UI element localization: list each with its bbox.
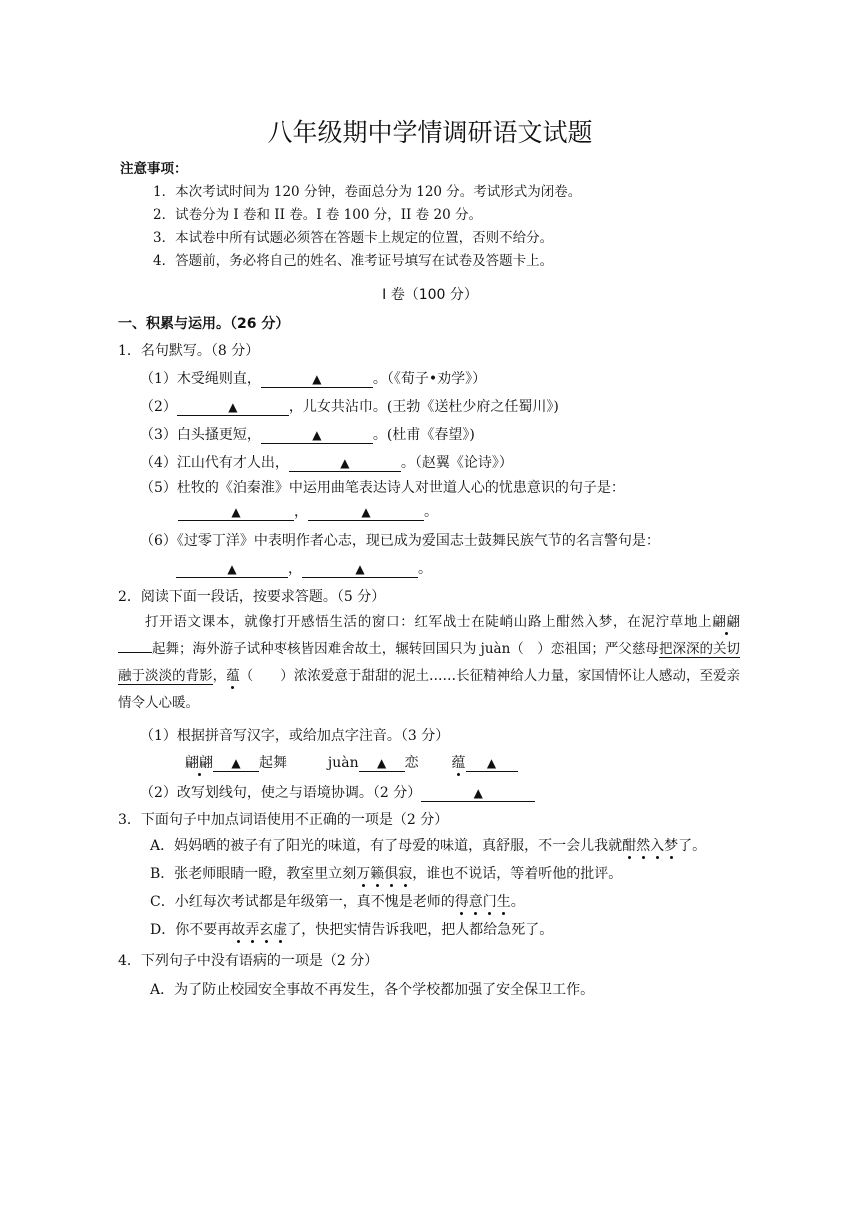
dotted-char: 故 bbox=[231, 922, 246, 938]
notice-item: 2．试卷分为 I 卷和 II 卷。I 卷 100 分，II 卷 20 分。 bbox=[153, 207, 482, 223]
option-text: ，谁也不说话，等着听他的批评。 bbox=[412, 866, 623, 882]
q1-item-1-suffix: 。（《荀子•劝学》） bbox=[372, 371, 487, 387]
passage-text: ， bbox=[212, 668, 227, 684]
dotted-char: 意 bbox=[468, 894, 483, 910]
period: 。 bbox=[418, 561, 432, 577]
passage-text: 打开语文课本，就像打开感悟生活的窗口：红军战士在陡峭山路上酣然入梦，在泥泞草地上 bbox=[145, 614, 713, 630]
dotted-phrase bbox=[622, 838, 678, 854]
triangle-marker-icon: ▲ bbox=[312, 428, 322, 442]
dotted-char: 弄 bbox=[245, 922, 260, 938]
dotted-char: 然 bbox=[636, 838, 651, 854]
q1-item-1-prefix: （1）木受绳则直， bbox=[140, 371, 261, 387]
exam-title: 八年级期中学情调研语文试题 bbox=[267, 118, 593, 147]
q3-option-a[interactable] bbox=[150, 837, 706, 855]
answer-blank[interactable] bbox=[177, 399, 289, 416]
dotted-char: 俱 bbox=[384, 866, 399, 882]
option-text: C．小红每次考试都是年级第一，真不愧是老师的 bbox=[150, 894, 455, 910]
q1-item-2 bbox=[140, 398, 559, 416]
answer-blank[interactable] bbox=[261, 371, 373, 388]
notice-item: 4．答题前，务必将自己的姓名、准考证号填写在试卷及答题卡上。 bbox=[153, 253, 554, 269]
triangle-marker-icon: ▲ bbox=[227, 562, 237, 576]
dotted-phrase bbox=[455, 894, 511, 910]
passage-text: 起舞；海外游子试种枣核皆因难舍故土，辗转回国只为 juàn（ ）恋祖国；严父慈母 bbox=[152, 641, 659, 657]
answer-blank[interactable] bbox=[261, 427, 373, 444]
dotted-char: 酣 bbox=[622, 838, 637, 854]
answer-blank[interactable] bbox=[359, 755, 405, 772]
dotted-char: 虚 bbox=[273, 922, 288, 938]
q1-item-3-suffix: 。(杜甫《春望》) bbox=[372, 427, 475, 443]
option-text: A．妈妈晒的被子有了阳光的味道，有了母爱的味道，真舒服，不一会儿我就 bbox=[150, 838, 623, 854]
dotted-text: 翩翩 bbox=[185, 755, 213, 771]
question-4-stem: 4．下列句子中没有语病的一项是（2 分） bbox=[118, 953, 379, 969]
q1-item-1 bbox=[140, 370, 486, 388]
notice-item: 1．本次考试时间为 120 分钟，卷面总分为 120 分。考试形式为闭卷。 bbox=[153, 184, 582, 200]
dotted-word-huihui bbox=[712, 614, 740, 630]
option-text: 了，快把实情告诉我吧，把人都给急死了。 bbox=[287, 922, 554, 938]
q1-item-3 bbox=[140, 426, 475, 444]
q1-item-5-answer bbox=[178, 503, 438, 521]
option-text: B．张老师眼睛一瞪，教室里立刻 bbox=[150, 866, 357, 882]
q2-passage bbox=[118, 609, 740, 717]
dotted-char: 玄 bbox=[259, 922, 274, 938]
q1-item-2-prefix: （2） bbox=[140, 399, 177, 415]
section-title: I 卷（100 分） bbox=[382, 287, 478, 303]
dotted-text: 翩翩 bbox=[712, 614, 741, 630]
q1-item-6: （6）《过零丁洋》中表明作者心志，现已成为爱国志士鼓舞民族气节的名言警句是： bbox=[140, 533, 660, 549]
answer-blank[interactable] bbox=[176, 561, 288, 578]
triangle-marker-icon: ▲ bbox=[231, 505, 241, 519]
answer-blank[interactable] bbox=[213, 755, 259, 772]
dotted-char: 梦 bbox=[664, 838, 679, 854]
dotted-char: 入 bbox=[650, 838, 665, 854]
triangle-marker-icon: ▲ bbox=[228, 400, 238, 414]
q1-item-3-prefix: （3）白头搔更短， bbox=[140, 427, 261, 443]
q2-sub-1-answers bbox=[185, 754, 518, 772]
triangle-marker-icon: ▲ bbox=[377, 756, 387, 770]
dotted-word: 蕴 bbox=[451, 755, 466, 771]
q1-item-6-answer bbox=[176, 560, 432, 578]
option-text: 。 bbox=[510, 894, 525, 910]
q3-option-b[interactable] bbox=[150, 865, 622, 883]
word-suffix: 恋 bbox=[404, 755, 419, 771]
answer-blank[interactable] bbox=[421, 785, 535, 802]
notice-item: 3．本试卷中所有试题必须答在答题卡上规定的位置，否则不给分。 bbox=[153, 230, 554, 246]
dotted-char: 生 bbox=[496, 894, 511, 910]
comma: ， bbox=[294, 504, 308, 520]
answer-blank[interactable] bbox=[178, 504, 294, 521]
triangle-marker-icon: ▲ bbox=[312, 372, 322, 386]
answer-blank[interactable] bbox=[308, 504, 424, 521]
dotted-char: 籁 bbox=[370, 866, 385, 882]
period: 。 bbox=[424, 504, 438, 520]
dotted-word bbox=[185, 755, 213, 771]
dotted-char: 得 bbox=[454, 894, 469, 910]
dotted-char: 寂 bbox=[398, 866, 413, 882]
dotted-phrase bbox=[231, 922, 287, 938]
part-heading: 一、积累与运用。（26 分） bbox=[118, 316, 290, 332]
question-3-stem: 3．下面句子中加点词语使用不正确的一项是（2 分） bbox=[118, 812, 449, 828]
q1-item-4-suffix: 。（赵翼《论诗》） bbox=[400, 455, 513, 471]
word-suffix: 起舞 bbox=[259, 755, 287, 771]
answer-blank[interactable] bbox=[118, 638, 152, 653]
triangle-marker-icon: ▲ bbox=[231, 756, 241, 770]
question-2-stem: 2．阅读下面一段话，按要求答题。（5 分） bbox=[118, 589, 386, 605]
answer-blank[interactable] bbox=[302, 561, 418, 578]
triangle-marker-icon: ▲ bbox=[355, 562, 365, 576]
comma: ， bbox=[288, 561, 302, 577]
q1-item-5: （5）杜牧的《泊秦淮》中运用曲笔表达诗人对世道人心的忧患意识的句子是： bbox=[140, 480, 625, 496]
q4-option-a[interactable]: A．为了防止校园安全事故不再发生，各个学校都加强了安全保卫工作。 bbox=[150, 982, 595, 998]
q2-sub-2-text: （2）改写划线句，使之与语境协调。（2 分） bbox=[140, 785, 422, 801]
dotted-char: 门 bbox=[482, 894, 497, 910]
dotted-char: 万 bbox=[356, 866, 371, 882]
triangle-marker-icon: ▲ bbox=[486, 756, 497, 770]
q2-sub-1: （1）根据拼音写汉字，或给加点字注音。（3 分） bbox=[140, 728, 450, 744]
passage-text: （ ）浓浓爱意于甜甜的泥土……长征精神给人力量，家国情怀让人感动，至爱亲情令人心暖。 bbox=[118, 668, 741, 711]
question-1-stem: 1．名句默写。（8 分） bbox=[118, 343, 260, 359]
triangle-marker-icon: ▲ bbox=[361, 505, 371, 519]
dotted-word-yun: 蕴 bbox=[226, 668, 240, 684]
option-text: D．你不要再 bbox=[150, 922, 232, 938]
q1-item-4-prefix: （4）江山代有才人出， bbox=[140, 455, 289, 471]
q3-option-c[interactable] bbox=[150, 893, 525, 911]
option-text: 了。 bbox=[678, 838, 707, 854]
pinyin: juàn bbox=[327, 755, 359, 771]
notice-heading: 注意事项： bbox=[120, 161, 188, 177]
q2-sub-2 bbox=[140, 784, 535, 802]
underlined-sentence: 把深深的关切融于淡淡的背影 bbox=[118, 641, 741, 684]
q3-option-d[interactable] bbox=[150, 921, 553, 939]
q1-item-4 bbox=[140, 454, 513, 472]
dotted-phrase bbox=[356, 866, 412, 882]
triangle-marker-icon: ▲ bbox=[473, 786, 483, 800]
answer-blank[interactable] bbox=[289, 455, 401, 472]
q1-item-2-suffix: ，儿女共沾巾。(王勃《送杜少府之任蜀川》) bbox=[288, 399, 559, 415]
answer-blank[interactable] bbox=[466, 755, 518, 772]
triangle-marker-icon: ▲ bbox=[340, 456, 350, 470]
